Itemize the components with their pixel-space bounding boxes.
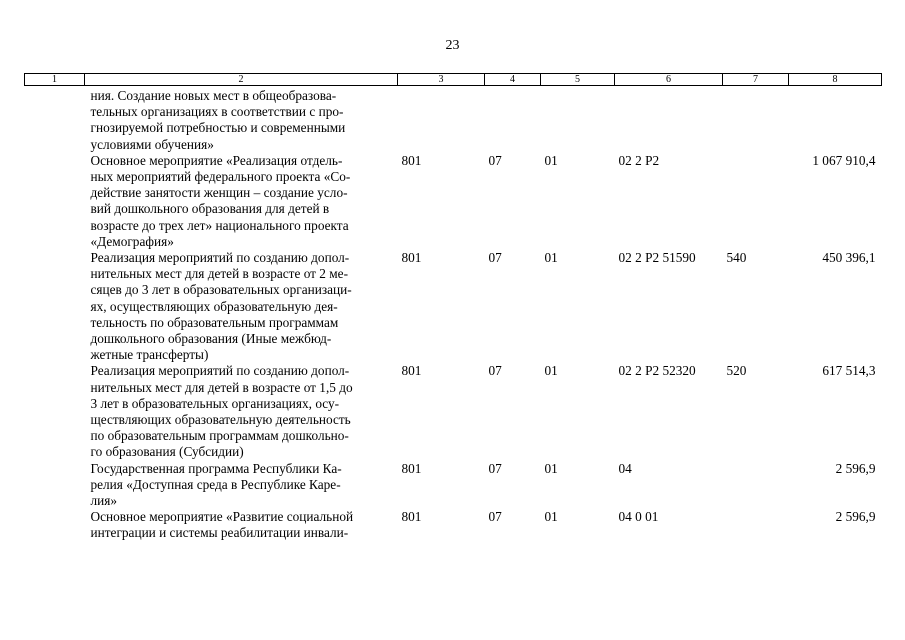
ministry-code-cell — [398, 86, 485, 153]
table-row — [25, 461, 882, 510]
page-number: 23 — [445, 38, 460, 53]
section-code-cell: 07 — [488, 509, 502, 525]
item-name-line: действие занятости женщин – создание усло- — [90, 185, 348, 201]
target-article-cell: 02 2 Р2 52320 — [618, 363, 696, 379]
column-number-2: 2 — [85, 74, 398, 86]
item-name-line: сяцев до 3 лет в образовательных организаци- — [90, 282, 352, 298]
amount-cell: 617 514,3 — [822, 363, 876, 379]
item-name-line: тельность по образовательным программам — [90, 314, 339, 330]
row-number-cell — [25, 363, 85, 460]
amount-cell: 450 396,1 — [822, 250, 876, 266]
section-code-cell: 07 — [488, 363, 502, 379]
budget-table — [24, 73, 882, 542]
subsection-code-cell — [541, 86, 615, 153]
item-name-line: 3 лет в образовательных организациях, осу- — [90, 395, 340, 411]
table-row — [25, 153, 882, 250]
row-number-cell — [25, 250, 85, 363]
target-article-cell — [615, 86, 723, 153]
section-code-cell: 07 — [488, 152, 502, 168]
subsection-code-cell: 01 — [544, 152, 558, 168]
subsection-code-cell: 01 — [544, 250, 558, 266]
expense-type-cell — [723, 509, 789, 541]
item-name-cell — [85, 153, 398, 250]
expense-type-cell — [723, 86, 789, 153]
item-name-cell — [85, 86, 398, 153]
ministry-code-cell: 801 — [401, 250, 422, 266]
column-number-1: 1 — [25, 74, 85, 86]
item-name-cell — [85, 461, 398, 510]
amount-cell — [789, 86, 882, 153]
item-name-line: Основное мероприятие «Развитие социальной — [90, 509, 354, 525]
subsection-code-cell: 01 — [544, 363, 558, 379]
amount-cell: 2 596,9 — [835, 460, 876, 476]
item-name-line: Основное мероприятие «Реализация отдель- — [90, 152, 343, 168]
item-name-line: Государственная программа Республики Ка- — [90, 460, 342, 476]
expense-type-cell: 520 — [726, 363, 747, 379]
ministry-code-cell: 801 — [401, 509, 422, 525]
column-number-3: 3 — [398, 74, 485, 86]
item-name-line: Реализация мероприятий по созданию допол- — [90, 250, 350, 266]
item-name-line: тельных организациях в соответствии с про- — [90, 104, 344, 120]
item-name-line: нительных мест для детей в возрасте от 1,5 до — [90, 379, 353, 395]
ministry-code-cell: 801 — [401, 363, 422, 379]
item-name-line: возрасте до трех лет» национального проекта — [90, 217, 349, 233]
ministry-code-cell: 801 — [401, 460, 422, 476]
column-number-5: 5 — [541, 74, 615, 86]
item-name-line: ния. Создание новых мест в общеобразова- — [90, 88, 337, 103]
target-article-cell: 04 — [618, 460, 632, 476]
item-name-line: ных мероприятий федерального проекта «Со- — [90, 169, 351, 185]
target-article-cell: 04 0 01 — [618, 509, 659, 525]
table-row — [25, 363, 882, 460]
column-number-header-row — [25, 74, 882, 86]
subsection-code-cell: 01 — [544, 460, 558, 476]
item-name-line: интеграции и системы реабилитации инвали- — [90, 525, 349, 541]
row-number-cell — [25, 509, 85, 541]
amount-cell: 1 067 910,4 — [812, 152, 876, 168]
table-row — [25, 250, 882, 363]
item-name-line: нительных мест для детей в возрасте от 2 ме- — [90, 266, 349, 282]
item-name-cell — [85, 363, 398, 460]
column-number-6: 6 — [615, 74, 723, 86]
target-article-cell: 02 2 Р2 51590 — [618, 250, 696, 266]
item-name-line: ях, осуществляющих образовательную дея- — [90, 298, 338, 314]
item-name-line: дошкольного образования (Иные межбюд- — [90, 331, 332, 347]
item-name-cell — [85, 509, 398, 541]
expense-type-cell — [723, 461, 789, 510]
expense-type-cell — [723, 153, 789, 250]
item-name-cell — [85, 250, 398, 363]
column-number-4: 4 — [485, 74, 541, 86]
section-code-cell — [485, 86, 541, 153]
section-code-cell: 07 — [488, 460, 502, 476]
table-row — [25, 509, 882, 541]
item-name-line: гнозируемой потребностью и современными — [90, 120, 346, 136]
item-name-line: условиями обучения» — [90, 136, 214, 152]
column-number-7: 7 — [723, 74, 789, 86]
target-article-cell: 02 2 Р2 — [618, 152, 660, 168]
item-name-line: ществляющих образовательную деятельность — [90, 412, 351, 428]
item-name-line: «Демография» — [90, 233, 174, 249]
subsection-code-cell: 01 — [544, 509, 558, 525]
item-name-line: Реализация мероприятий по созданию допол- — [90, 363, 350, 379]
ministry-code-cell: 801 — [401, 152, 422, 168]
item-name-line: го образования (Субсидии) — [90, 444, 244, 460]
expense-type-cell: 540 — [726, 250, 747, 266]
table-row — [25, 86, 882, 153]
section-code-cell: 07 — [488, 250, 502, 266]
item-name-line: релия «Доступная среда в Республике Каре- — [90, 476, 341, 492]
item-name-line: вий дошкольного образования для детей в — [90, 201, 330, 217]
column-number-8: 8 — [789, 74, 882, 86]
row-number-cell — [25, 86, 85, 153]
item-name-line: по образовательным программам дошкольно- — [90, 428, 349, 444]
amount-cell: 2 596,9 — [835, 509, 876, 525]
row-number-cell — [25, 461, 85, 510]
item-name-line: лия» — [90, 493, 118, 509]
item-name-line: жетные трансферты) — [90, 347, 209, 363]
row-number-cell — [25, 153, 85, 250]
